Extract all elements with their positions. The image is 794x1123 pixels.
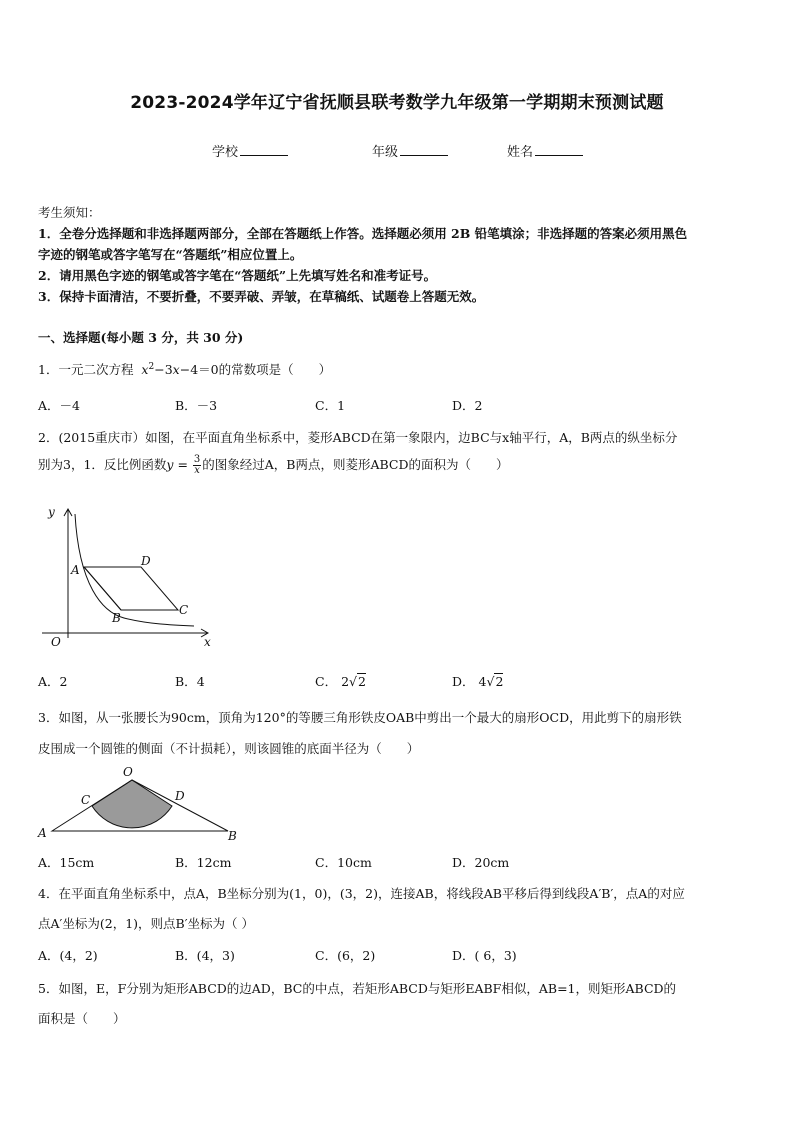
grade-field bbox=[372, 141, 448, 160]
q2-option-d: D． 4√2 bbox=[452, 674, 504, 689]
point-o-label: O bbox=[123, 765, 133, 779]
point-b-label: B bbox=[112, 611, 121, 625]
name-label: 姓名 bbox=[507, 145, 534, 160]
grade-blank bbox=[400, 143, 448, 156]
question-2-line2: 别为3，1．反比例函数y = $\frac{3}{x}$ 的图象经过A，B两点，则菱形ABCD的面积为（ ） bbox=[38, 454, 509, 476]
q4-option-b: B．(4，3) bbox=[175, 948, 235, 963]
q1-option-c: C．1 bbox=[315, 398, 346, 413]
x-axis-label: x bbox=[204, 635, 211, 649]
origin-label: O bbox=[51, 635, 61, 649]
q4-option-a: A．(4，2) bbox=[38, 948, 98, 963]
fraction-3-over-x: $\frac{3}{x}$ bbox=[193, 454, 201, 476]
school-field bbox=[212, 141, 288, 160]
point-d-label: D bbox=[175, 789, 185, 803]
question-1-stem: 1．一元二次方程 $x^2-3x-4=0$的常数项是（ ） bbox=[38, 361, 332, 377]
rhombus-figure bbox=[36, 500, 216, 652]
notice-item: 2．请用黑色字迹的钢笔或答字笔在“答题纸”上先填写姓名和准考证号。 bbox=[38, 268, 437, 283]
grade-label: 年级 bbox=[372, 145, 399, 160]
q3-option-a: A．15cm bbox=[38, 855, 95, 870]
point-c-label: C bbox=[81, 793, 91, 807]
notice-heading: 考生须知： bbox=[38, 205, 101, 220]
q4-option-c: C．(6，2) bbox=[315, 948, 376, 963]
school-label: 学校 bbox=[212, 145, 239, 160]
q2-option-a: A．2 bbox=[38, 674, 68, 689]
school-blank bbox=[240, 143, 288, 156]
q2-option-b: B．4 bbox=[175, 674, 205, 689]
rhombus-abcd bbox=[84, 567, 178, 610]
q1-option-a: A．－4 bbox=[38, 398, 80, 413]
section-heading: 一、选择题(每小题 3 分，共 30 分) bbox=[38, 330, 244, 345]
q1-option-b: B．－3 bbox=[175, 398, 218, 413]
rhombus-side-ab bbox=[84, 567, 121, 610]
name-blank bbox=[535, 143, 583, 156]
question-3-line2: 皮围成一个圆锥的侧面（不计损耗），则该圆锥的底面半径为（ ） bbox=[38, 741, 420, 756]
name-field bbox=[507, 141, 583, 160]
q1-option-d: D．2 bbox=[452, 398, 483, 413]
question-5-line2: 面积是（ ） bbox=[38, 1011, 126, 1026]
question-3-line1: 3．如图，从一张腰长为90cm，顶角为120°的等腰三角形铁皮OAB中剪出一个最大的扇形OCD，用此剪下的扇形铁 bbox=[38, 710, 682, 725]
q3-option-b: B．12cm bbox=[175, 855, 232, 870]
q4-option-d: D．( 6，3) bbox=[452, 948, 517, 963]
point-a-label: A bbox=[71, 563, 80, 577]
notice-item: 1．全卷分选择题和非选择题两部分，全部在答题纸上作答。选择题必须用 2B 铅笔填涂；非选择题的答案必须用黑色 bbox=[38, 226, 688, 241]
y-axis-label: y bbox=[48, 505, 55, 519]
q3-option-c: C．10cm bbox=[315, 855, 372, 870]
question-4-line1: 4．在平面直角坐标系中，点A，B坐标分别为(1，0)，(3，2)，连接AB，将线段AB平移后得到线段A′B′，点A的对应 bbox=[38, 886, 685, 901]
question-4-line2: 点A′坐标为(2，1)，则点B′坐标为（ ） bbox=[38, 916, 255, 931]
sector-figure bbox=[36, 762, 246, 842]
question-5-line1: 5．如图，E，F分别为矩形ABCD的边AD，BC的中点，若矩形ABCD与矩形EABF相似，AB=1，则矩形ABCD的 bbox=[38, 981, 677, 996]
notice-item: 字迹的钢笔或答字笔写在“答题纸”相应位置上。 bbox=[38, 247, 303, 262]
point-d-label: D bbox=[141, 554, 151, 568]
page-title: 2023-2024学年辽宁省抚顺县联考数学九年级第一学期期末预测试题 bbox=[130, 93, 664, 113]
hyperbola-curve bbox=[75, 514, 194, 626]
notice-item: 3．保持卡面清洁，不要折叠，不要弄破、弄皱，在草稿纸、试题卷上答题无效。 bbox=[38, 289, 485, 304]
q2-option-c: C． 2√2 bbox=[315, 674, 366, 689]
point-a-label: A bbox=[38, 826, 47, 840]
point-b-label: B bbox=[228, 829, 237, 842]
sector-ocd bbox=[92, 780, 172, 828]
q3-option-d: D．20cm bbox=[452, 855, 510, 870]
point-c-label: C bbox=[179, 603, 189, 617]
question-2-line1: 2．(2015重庆市）如图，在平面直角坐标系中，菱形ABCD在第一象限内，边BC与x轴平行，A，B两点的纵坐标分 bbox=[38, 430, 678, 445]
